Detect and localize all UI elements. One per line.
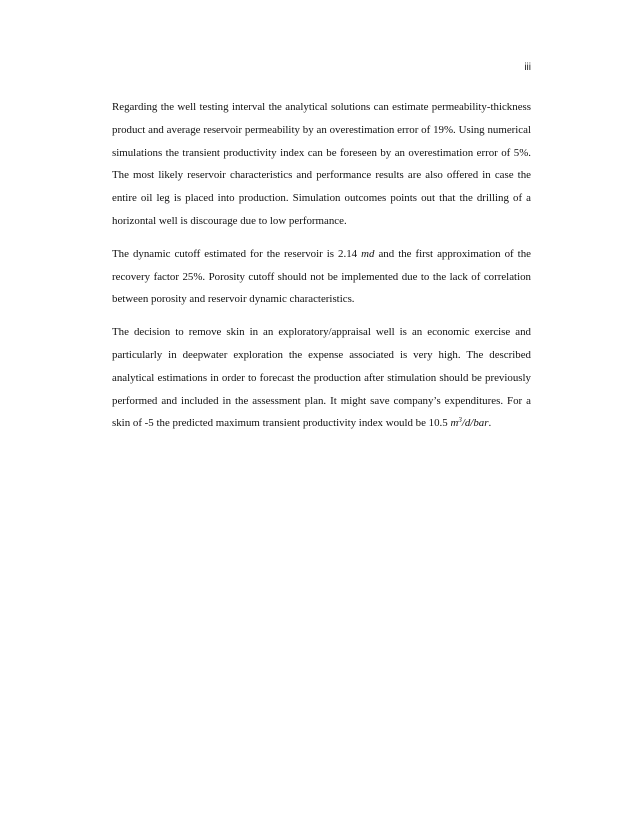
paragraph-skin-removal (112, 321, 531, 435)
unit-rest: /d/bar (461, 417, 489, 430)
page-number: iii (524, 62, 531, 73)
paragraph-well-testing: Regarding the well testing interval the analytical solutions can estimate permeability-thickness product and average reservoir permeability by an overestimation error of 19%. Using numerical simulations the transient productivity index can be foreseen by an overestimation error of 5%. The most likely reservoir characteristics and performance results are also offered in case the entire oil leg is placed into production. Simulation outcomes points out that the drilling of a horizontal well is discourage due to low performance. (112, 101, 531, 227)
unit-superscript: 3 (458, 416, 462, 425)
paragraph-text: and the first approximation of the recovery factor 25%. Porosity cutoff should not be implemented due to the lack of correlation between porosity and reservoir dynamic characteristics. (112, 247, 531, 306)
paragraph-text: The dynamic cutoff estimated for the reservoir is 2.14 (112, 247, 362, 260)
unit-md: md (361, 247, 375, 260)
unit-productivity-index (450, 417, 488, 429)
paragraph-text: The decision to remove skin in an exploratory/appraisal well is an economic exercise and particularly in deepwater exploration the expense associated is very high. The described analytical estimations in order to forecast the production after stimulation should be previously performed and included in the assessment plan. It might save company’s expenditures. For a skin of -5 the predicted maximum transient productivity index would be 10.5 (112, 326, 531, 430)
paragraph-dynamic-cutoff (112, 243, 531, 311)
document-body (112, 96, 531, 445)
unit-base: m (450, 417, 459, 430)
paragraph-text: . (488, 417, 492, 430)
